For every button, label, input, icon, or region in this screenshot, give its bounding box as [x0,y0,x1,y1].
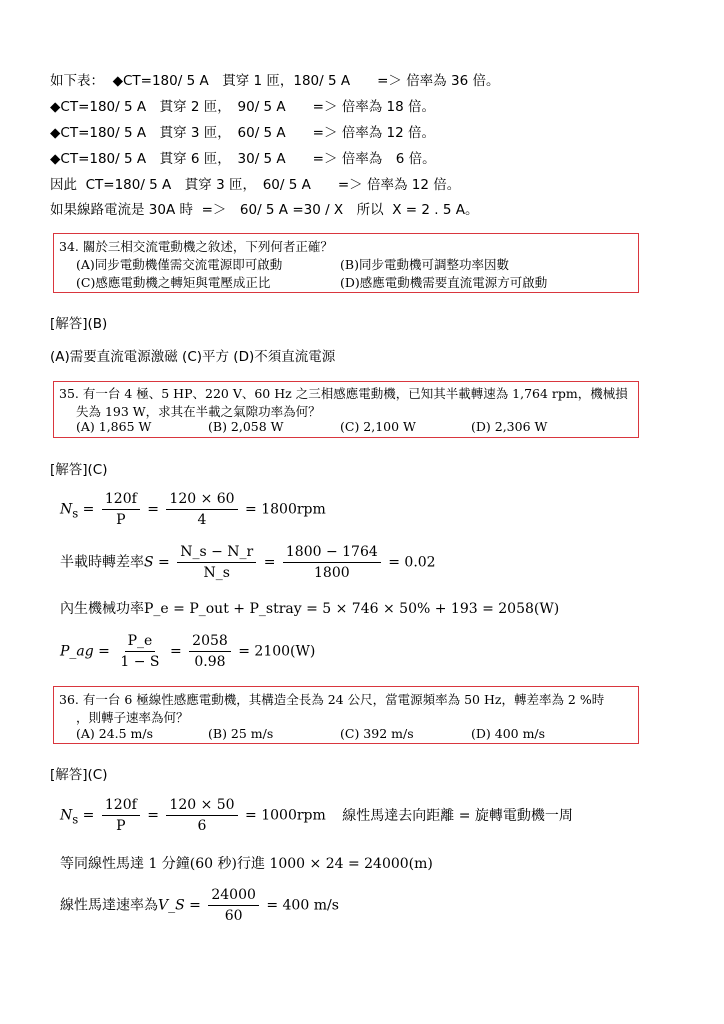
option-b: (B)同步電動機可調整功率因數 [340,257,509,272]
result: = 1800rpm [245,501,326,518]
fraction: $\frac{120f}{P}$ [102,797,140,834]
question-36-box [53,686,639,744]
fraction: $\frac{P\_e}{1 - S}$ [120,633,160,670]
option-c: (C) 392 m/s [340,726,414,741]
question-35-stem-1: 35. 有一台 4 極、5 HP、220 V、60 Hz 之三相感應電動機，已知其半載轉速為 1,764 rpm，機械損 [59,386,628,401]
formula: 等同線性馬達 1 分鐘(60 秒)行進 1000 × 24 = 24000(m) [60,856,433,872]
intro-prefix: 如下表： [50,73,104,89]
label: 半載時轉差率 [60,554,144,571]
option-d: (D) 400 m/s [471,726,546,741]
fraction: $\frac{N\_s - N\_r}{N\_s}$ [177,544,256,581]
fraction: $\frac{120f}{P}$ [102,491,140,528]
label: 線性馬達速率為 [60,897,158,914]
equation-ns-36: $N_s$ = $\frac{120f}{P}$ = $\frac{120 \times 50}{6}$ = 1000rpm 線性馬達去向距離 = 旋轉電動機一周 [60,797,573,834]
equation-ns-35: $N_s$ = $\frac{120f}{P}$ = $\frac{120 \times 60}{4}$ = 1800rpm [60,491,326,528]
fraction: $\frac{24000}{60}$ [208,887,259,924]
answer-34: [解答](B) [50,316,108,332]
ns-subscript: s [72,506,79,521]
diamond-bullet-icon: ◆ [112,73,123,89]
fraction: $\frac{120 \times 60}{4}$ [166,491,237,528]
diamond-bullet-icon: ◆ [50,151,61,167]
intro-line-1-text: CT=180/ 5 A 貫穿 1 匝，180/ 5 A =＞ 倍率為 36 倍。 [122,73,500,89]
equation-speed-36: 線性馬達速率為V_S = $\frac{24000}{60}$ = 400 m/s [60,887,339,924]
question-35-box [53,381,639,438]
option-a: (A) 24.5 m/s [76,726,154,741]
question-36-stem-2: ，則轉子速率為何？ [76,710,189,725]
intro-line-5: 因此 CT=180/ 5 A 貫穿 3 匝， 60/ 5 A =＞ 倍率為 12 倍。 [50,177,461,193]
equation-distance-36 [60,853,433,873]
option-d: (D) 2,306 W [471,419,548,434]
result: = 400 m/s [266,897,339,914]
option-c: (C) 2,100 W [340,419,416,434]
question-34-box [53,233,639,293]
formula: P_e = P_out + P_stray = 5 × 746 × 50% + 193 = 2058(W) [144,601,560,617]
answer-35: [解答](C) [50,462,108,478]
answer-36: [解答](C) [50,767,108,783]
note: 線性馬達去向距離 = 旋轉電動機一周 [342,807,573,824]
result: = 1000rpm [245,807,326,824]
option-b: (B) 2,058 W [208,419,284,434]
intro-line-3-text: CT=180/ 5 A 貫穿 3 匝， 60/ 5 A =＞ 倍率為 12 倍。 [60,125,436,141]
result: = 2100(W) [238,643,316,660]
intro-line-2 [50,98,435,116]
option-a: (A) 1,865 W [76,419,152,434]
diamond-bullet-icon: ◆ [50,99,61,115]
option-b: (B) 25 m/s [208,726,274,741]
intro-line-4-text: CT=180/ 5 A 貫穿 6 匝， 30/ 5 A =＞ 倍率為 6 倍。 [60,151,436,167]
option-a: (A)同步電動機僅需交流電源即可啟動 [76,257,283,272]
option-c: (C)感應電動機之轉矩與電壓成正比 [76,275,271,290]
fraction: $\frac{120 \times 50}{6}$ [166,797,237,834]
intro-line-1 [50,72,499,90]
intro-line-4 [50,150,436,168]
equation-slip-35: 半載時轉差率S = $\frac{N\_s - N\_r}{N\_s}$ = $\frac{1800 - 1764}{1800}$ = 0.02 [60,544,436,581]
equation-power-35 [60,598,559,618]
intro-line-3 [50,124,435,142]
label: 內生機械功率 [60,601,144,617]
option-d: (D)感應電動機需要直流電源方可啟動 [340,275,548,290]
explanation-34: (A)需要直流電源激磁 (C)平方 (D)不須直流電源 [50,349,336,365]
ns-symbol: N [60,501,73,518]
diamond-bullet-icon: ◆ [50,125,61,141]
fraction: $\frac{1800 - 1764}{1800}$ [283,544,381,581]
intro-line-2-text: CT=180/ 5 A 貫穿 2 匝， 90/ 5 A =＞ 倍率為 18 倍。 [60,99,436,115]
fraction: $\frac{2058}{0.98}$ [189,633,231,670]
result: = 0.02 [388,554,436,571]
question-36-stem-1: 36. 有一台 6 極線性感應電動機，其構造全長為 24 公尺，當電源頻率為 50 Hz，轉差率為 2 %時 [59,692,605,707]
intro-line-6: 如果線路電流是 30A 時 =＞ 60/ 5 A =30 / X 所以 X = 2 . 5 A。 [50,202,479,218]
question-35-stem-2: 失為 193 W，求其在半載之氣隙功率為何？ [76,404,321,419]
equation-pag-35: P_ag = $\frac{P\_e}{1 - S}$ = $\frac{2058}{0.98}$ = 2100(W) [60,633,316,670]
question-34-stem: 34. 關於三相交流電動機之敘述，下列何者正確？ [59,239,333,254]
